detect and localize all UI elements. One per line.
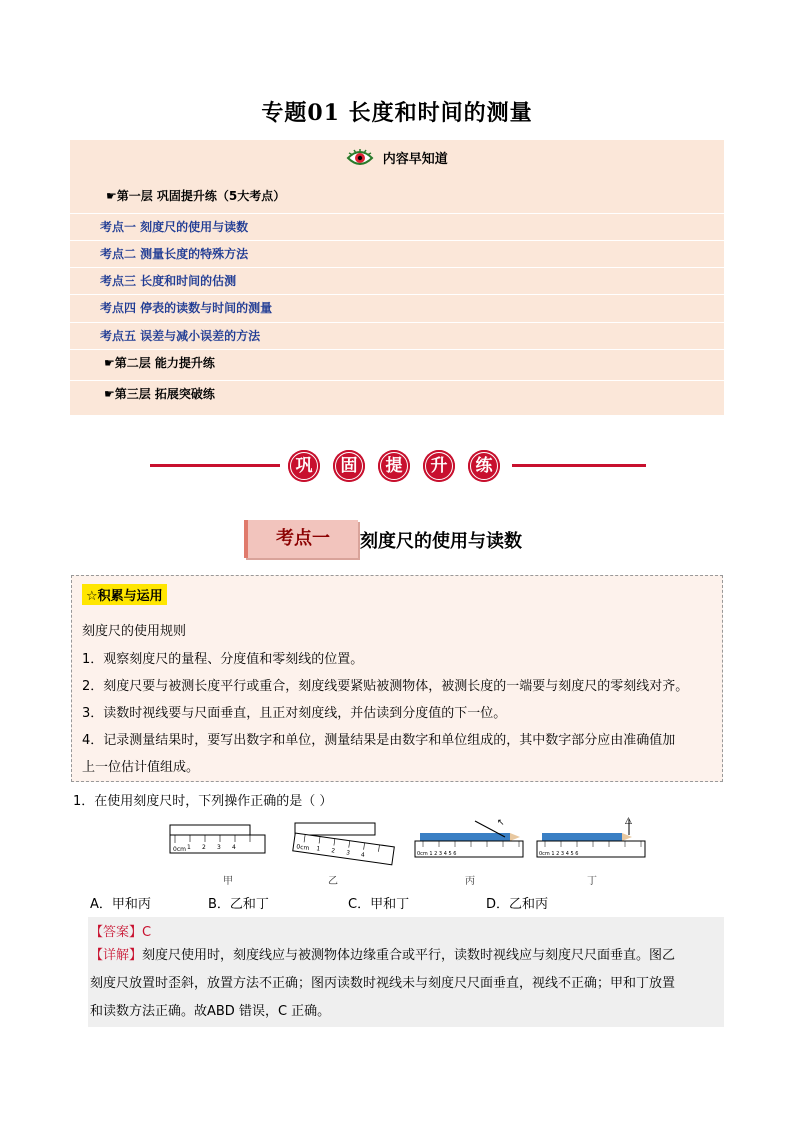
option-c[interactable]: C．甲和丁 (348, 897, 410, 912)
toc-point-4[interactable]: 考点四 停表的读数与时间的测量 (70, 295, 724, 323)
toc-heading (70, 148, 724, 171)
svg-text:3: 3 (217, 844, 221, 851)
svg-text:2: 2 (202, 844, 206, 851)
star-icon: ☆ (86, 589, 98, 604)
detail-line: 和读数方法正确。故ABD 错误，C 正确。 (90, 1004, 331, 1019)
banner-char: 升 (423, 450, 455, 482)
answer-box (88, 917, 724, 1027)
svg-text:0cm 1 2 3 4 5 6: 0cm 1 2 3 4 5 6 (539, 851, 579, 857)
knowledge-item: 4．记录测量结果时，要写出数字和单位，测量结果是由数字和单位组成的，其中数字部分应由准确值加 (82, 733, 676, 748)
banner-line-right (512, 464, 646, 467)
knowledge-heading: 刻度尺的使用规则 (82, 624, 187, 639)
knowledge-item: 1．观察刻度尺的量程、分度值和零刻线的位置。 (82, 652, 364, 667)
kaodian-tag: 考点一 (244, 520, 358, 558)
toc-point-3[interactable]: 考点三 长度和时间的估测 (70, 268, 724, 295)
knowledge-item: 上一位估计值组成。 (82, 760, 200, 775)
figure-jia (170, 825, 265, 853)
svg-text:↖: ↖ (497, 818, 505, 828)
option-a[interactable]: A．甲和丙 (90, 897, 151, 912)
figure-bing (415, 818, 523, 857)
svg-text:0cm 1 2 3 4 5 6: 0cm 1 2 3 4 5 6 (417, 851, 457, 857)
svg-text:1: 1 (187, 844, 191, 851)
answer-line (90, 921, 151, 940)
figure-label: 乙 (328, 876, 338, 887)
section-banner (150, 446, 646, 486)
figure-label: 甲 (223, 876, 233, 887)
answer-value: C (142, 925, 152, 940)
banner-char: 练 (468, 450, 500, 482)
answer-label: 【答案】 (90, 925, 143, 940)
page-title: 专题01 长度和时间的测量 (261, 100, 533, 126)
question-stem: 1．在使用刻度尺时，下列操作正确的是（ ） (73, 794, 333, 809)
toc-point-2[interactable]: 考点二 测量长度的特殊方法 (70, 241, 724, 268)
banner-char: 巩 (288, 450, 320, 482)
svg-text:0cm: 0cm (295, 843, 310, 853)
toc-point-1[interactable]: 考点一 刻度尺的使用与读数 (70, 214, 724, 241)
figure-ding (537, 816, 645, 857)
svg-text:4: 4 (360, 851, 366, 859)
toc-layer-2[interactable]: ☛第二层 能力提升练 (70, 350, 724, 381)
figure-yi (293, 823, 395, 865)
detail-label: 【详解】 (90, 948, 143, 963)
svg-text:2: 2 (330, 847, 336, 855)
kaodian-title: 刻度尺的使用与读数 (360, 531, 522, 552)
knowledge-box (71, 575, 723, 782)
knowledge-badge: ☆积累与运用 (82, 584, 167, 605)
detail-line: 刻度尺放置时歪斜，放置方法不正确；图丙读数时视线未与刻度尺尺面垂直，视线不正确；甲和丁放置 (90, 976, 676, 991)
toc-layer-1[interactable]: ☛第一层 巩固提升练（5大考点） (70, 185, 724, 214)
knowledge-item: 3．读数时视线要与尺面垂直，且正对刻度线，并估读到分度值的下一位。 (82, 706, 507, 721)
banner-line-left (150, 464, 280, 467)
eye-icon (346, 149, 374, 171)
option-d[interactable]: D．乙和丙 (486, 897, 549, 912)
ruler-figures (165, 815, 655, 870)
svg-text:3: 3 (345, 849, 351, 857)
figure-label: 丁 (587, 876, 597, 887)
banner-char: 提 (378, 450, 410, 482)
banner-char: 固 (333, 450, 365, 482)
svg-text:△: △ (625, 816, 632, 826)
figure-label: 丙 (465, 876, 475, 887)
detail-line: 【详解】刻度尺使用时，刻度线应与被测物体边缘重合或平行，读数时视线应与刻度尺尺面垂直。图乙 (90, 948, 676, 963)
option-b[interactable]: B．乙和丁 (208, 897, 269, 912)
svg-text:0cm: 0cm (173, 846, 186, 853)
svg-text:1: 1 (315, 845, 321, 853)
knowledge-item: 2．刻度尺要与被测长度平行或重合，刻度线要紧贴被测物体，被测长度的一端要与刻度尺的零刻线对齐。 (82, 679, 689, 694)
toc-heading-text: 内容早知道 (382, 152, 448, 167)
toc-point-5[interactable]: 考点五 误差与减小误差的方法 (70, 323, 724, 350)
toc-layer-3[interactable]: ☛第三层 拓展突破练 (104, 387, 215, 401)
toc-panel (70, 140, 724, 415)
svg-text:4: 4 (232, 844, 236, 851)
